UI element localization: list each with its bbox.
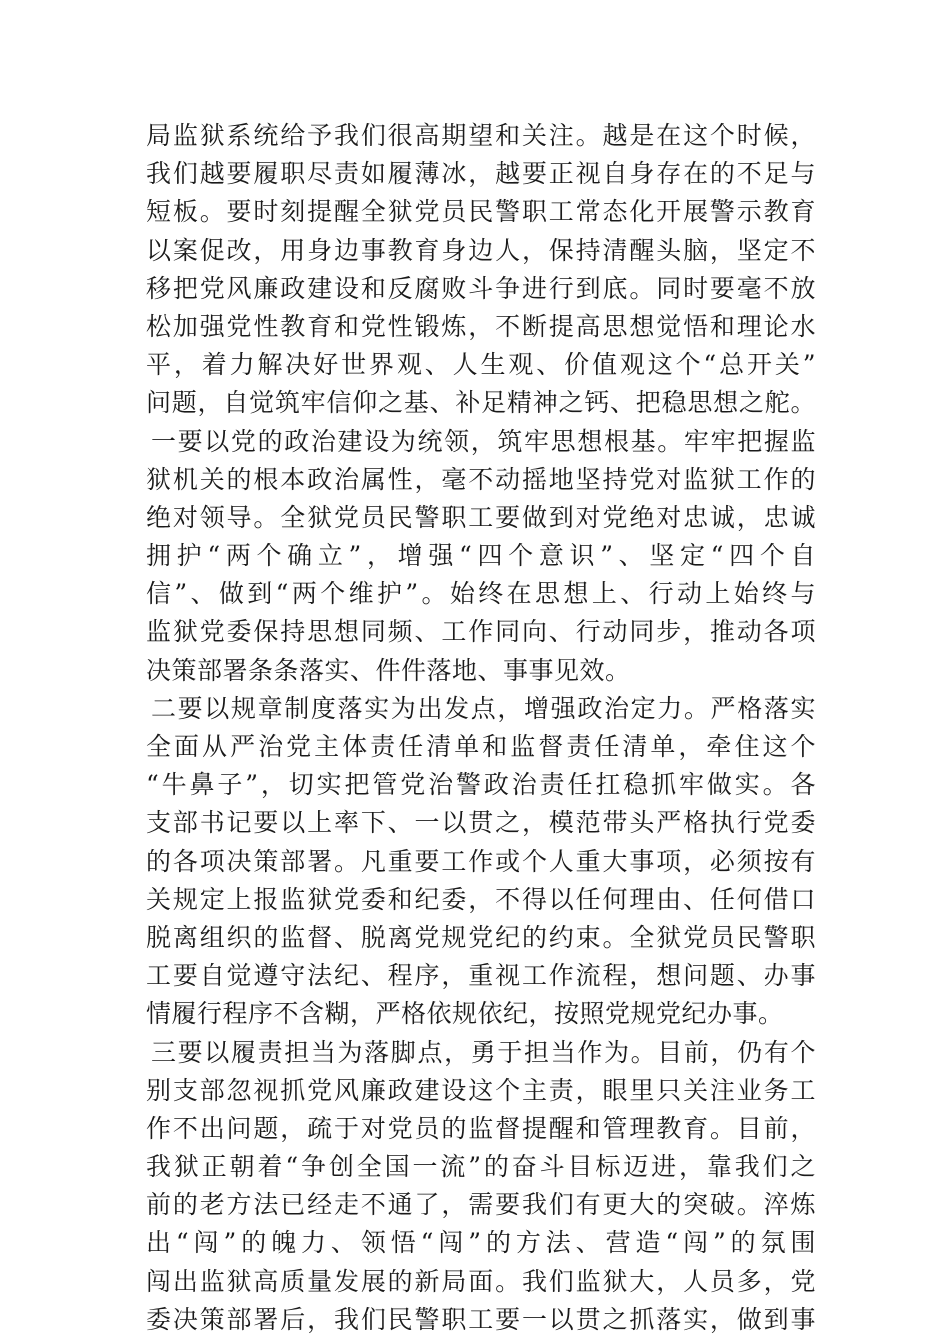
text-line: 信”、做到“两个维护”。始终在思想上、行动上始终与 <box>146 579 816 609</box>
text-line: 脱离组织的监督、脱离党规党纪的约束。全狱党员民警职 <box>146 922 816 952</box>
text-line: 我们越要履职尽责如履薄冰，越要正视自身存在的不足与 <box>146 159 816 189</box>
text-line: 三要以履责担当为落脚点，勇于担当作为。目前，仍有个 <box>151 1037 816 1067</box>
text-line: 短板。要时刻提醒全狱党员民警职工常态化开展警示教育 <box>146 197 816 227</box>
text-line: 出“闯”的魄力、领悟“闯”的方法、营造“闯”的氛围 <box>146 1228 816 1258</box>
text-line: 前的老方法已经走不通了，需要我们有更大的突破。淬炼 <box>146 1190 816 1220</box>
text-line: 监狱党委保持思想同频、工作同向、行动同步，推动各项 <box>146 617 816 647</box>
text-line: “牛鼻子”，切实把管党治警政治责任扛稳抓牢做实。各 <box>146 770 816 800</box>
text-line: 问题，自觉筑牢信仰之基、补足精神之钙、把稳思想之舵。 <box>146 388 816 418</box>
text-line: 全面从严治党主体责任清单和监督责任清单，牵住这个 <box>146 732 816 761</box>
text-line: 委决策部署后，我们民警职工要一以贯之抓落实，做到事 <box>146 1304 816 1334</box>
paragraph-point-three <box>146 1034 816 1340</box>
text-line: 闯出监狱高质量发展的新局面。我们监狱大，人员多，党 <box>146 1266 816 1296</box>
text-line: 移把党风廉政建设和反腐败斗争进行到底。同时要毫不放 <box>146 273 816 303</box>
document-body <box>146 117 816 1339</box>
text-line: 的各项决策部署。凡重要工作或个人重大事项，必须按有 <box>146 846 816 876</box>
text-line: 支部书记要以上率下、一以贯之，模范带头严格执行党委 <box>146 808 816 838</box>
text-line: 绝对领导。全狱党员民警职工要做到对党绝对忠诚，忠诚 <box>146 502 816 532</box>
text-line: 工要自觉遵守法纪、程序，重视工作流程，想问题、办事 <box>146 961 816 991</box>
text-line: 关规定上报监狱党委和纪委，不得以任何理由、任何借口 <box>146 884 816 914</box>
text-line: 二要以规章制度落实为出发点，增强政治定力。严格落实 <box>151 693 816 723</box>
paragraph-point-two <box>146 690 816 1034</box>
text-line: 决策部署条条落实、件件落地、事事见效。 <box>146 655 631 685</box>
text-line: 别支部忽视抓党风廉政建设这个主责，眼里只关注业务工 <box>146 1075 816 1105</box>
text-line: 狱机关的根本政治属性，毫不动摇地坚持党对监狱工作的 <box>146 464 816 494</box>
text-line: 一要以党的政治建设为统领，筑牢思想根基。牢牢把握监 <box>151 426 816 456</box>
text-line: 情履行程序不含糊，严格依规依纪，按照党规党纪办事。 <box>146 999 784 1029</box>
text-line: 平，着力解决好世界观、人生观、价值观这个“总开关” <box>146 350 816 380</box>
paragraph-point-one <box>146 423 816 690</box>
text-line: 以案促改，用身边事教育身边人，保持清醒头脑，坚定不 <box>146 235 816 265</box>
text-line: 局监狱系统给予我们很高期望和关注。越是在这个时候， <box>146 121 816 150</box>
text-line: 我狱正朝着“争创全国一流”的奋斗目标迈进，靠我们之 <box>146 1152 816 1182</box>
text-line: 拥护“两个确立”，增强“四个意识”、坚定“四个自 <box>146 541 816 571</box>
text-line: 作不出问题，疏于对党员的监督提醒和管理教育。目前， <box>146 1113 816 1143</box>
paragraph-continuation <box>146 117 816 423</box>
text-line: 松加强党性教育和党性锻炼，不断提高思想觉悟和理论水 <box>146 311 816 341</box>
